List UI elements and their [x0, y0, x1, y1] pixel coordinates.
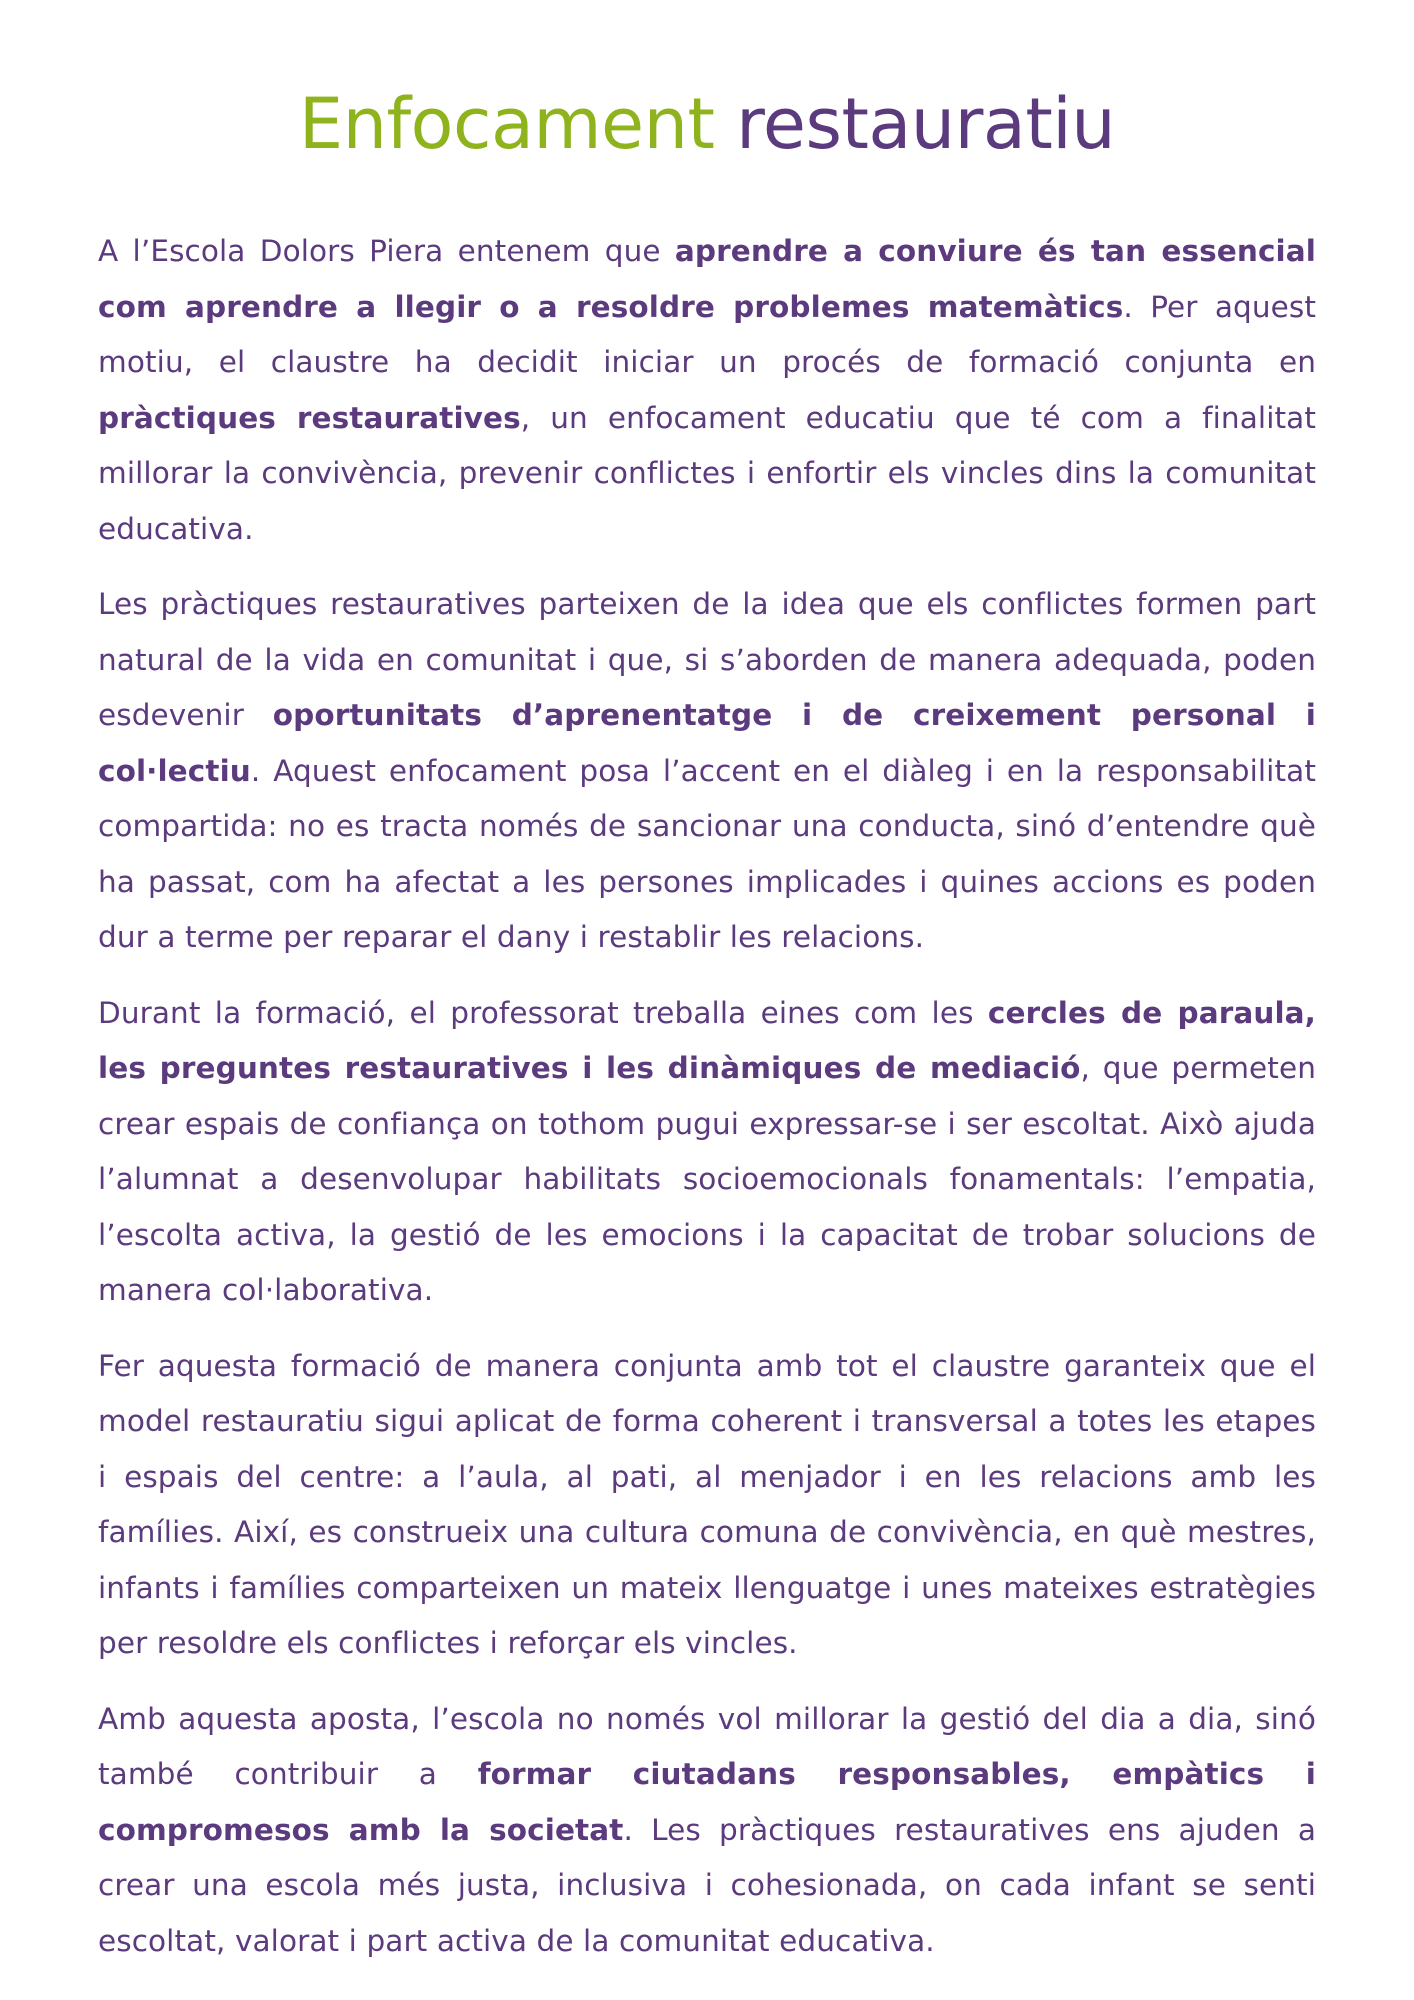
paragraph-3 — [98, 986, 1316, 1319]
paragraph-3-highlight-1: cercles de paraula, les preguntes restauratives i les dinàmiques de mediació — [98, 995, 1316, 1085]
title-part-restauratiu: restauratiu — [736, 83, 1116, 165]
paragraph-5-text-2: . Les pràctiques restauratives ens ajuden a crear una escola més justa, inclusiva i cohesionada, on cada infant se senti escoltat, valorat i part activa de la comunitat educativa. — [98, 1812, 1317, 1958]
paragraph-5 — [98, 1692, 1316, 1970]
paragraph-1-highlight-1: aprendre a conviure és tan essencial com aprendre a llegir o a resoldre problemes matemàtics — [98, 234, 1316, 324]
paragraph-1-highlight-2: pràctiques restauratives — [98, 400, 521, 435]
paragraph-2-text-1: Les pràctiques restauratives parteixen de la idea que els conflictes formen part natural de la vida en comunitat i que, si s’aborden de manera adequada, poden esdevenir — [98, 587, 1316, 732]
paragraph-1-text-2: . Per aquest motiu, el claustre ha decidit iniciar un procés de formació conjunta en — [98, 289, 1317, 379]
paragraph-2-text-2: . Aquest enfocament posa l’accent en el diàleg i en la responsabilitat compartida: no es tracta només de sancionar una conducta, sinó d’entendre què ha passat, com ha afectat a les persones implicades i quines accions es poden dur a terme per reparar el dany i restablir les relacions. — [98, 753, 1316, 954]
paragraph-1-text-3: , un enfocament educatiu que té com a finalitat millorar la convivència, prevenir conflictes i enfortir els vincles dins la comunitat educativa. — [98, 400, 1316, 546]
paragraph-3-text-1: Durant la formació, el professorat treballa eines com les — [98, 995, 988, 1030]
paragraph-5-text-1: Amb aquesta aposta, l’escola no només vol millorar la gestió del dia a dia, sinó també contribuir a — [98, 1701, 1316, 1791]
paragraph-1 — [98, 224, 1316, 557]
article-body — [98, 224, 1316, 1969]
paragraph-5-highlight-1: formar ciutadans responsables, empàtics i compromesos amb la societat — [98, 1757, 1317, 1847]
paragraph-2 — [98, 577, 1316, 966]
paragraph-3-text-2: , que permeten crear espais de confiança on tothom pugui expressar-se i ser escoltat. Això ajuda l’alumnat a desenvolupar habilitats socioemocionals fonamentals: l’empatia, l’escolta activa, la gestió de les emocions i la capacitat de trobar solucions de manera col·laborativa. — [98, 1051, 1316, 1307]
title-part-enfocament: Enfocament — [298, 83, 715, 165]
paragraph-1-text-1: A l’Escola Dolors Piera entenem que — [98, 234, 675, 268]
page-title — [98, 78, 1316, 170]
paragraph-4-text-1: Fer aquesta formació de manera conjunta amb tot el claustre garanteix que el model restauratiu sigui aplicat de forma coherent i transversal a totes les etapes i espais del centre: a l’aula, al pati, al menjador i en les relacions amb les famílies. Així, es construeix una cultura comuna de convivència, en què mestres, infants i famílies comparteixen un mateix llenguatge i unes mateixes estratègies per resoldre els conflictes i reforçar els vincles. — [98, 1348, 1316, 1660]
paragraph-2-highlight-1: oportunitats d’aprenentatge i de creixement personal i col·lectiu — [98, 698, 1316, 788]
paragraph-4 — [98, 1339, 1316, 1672]
